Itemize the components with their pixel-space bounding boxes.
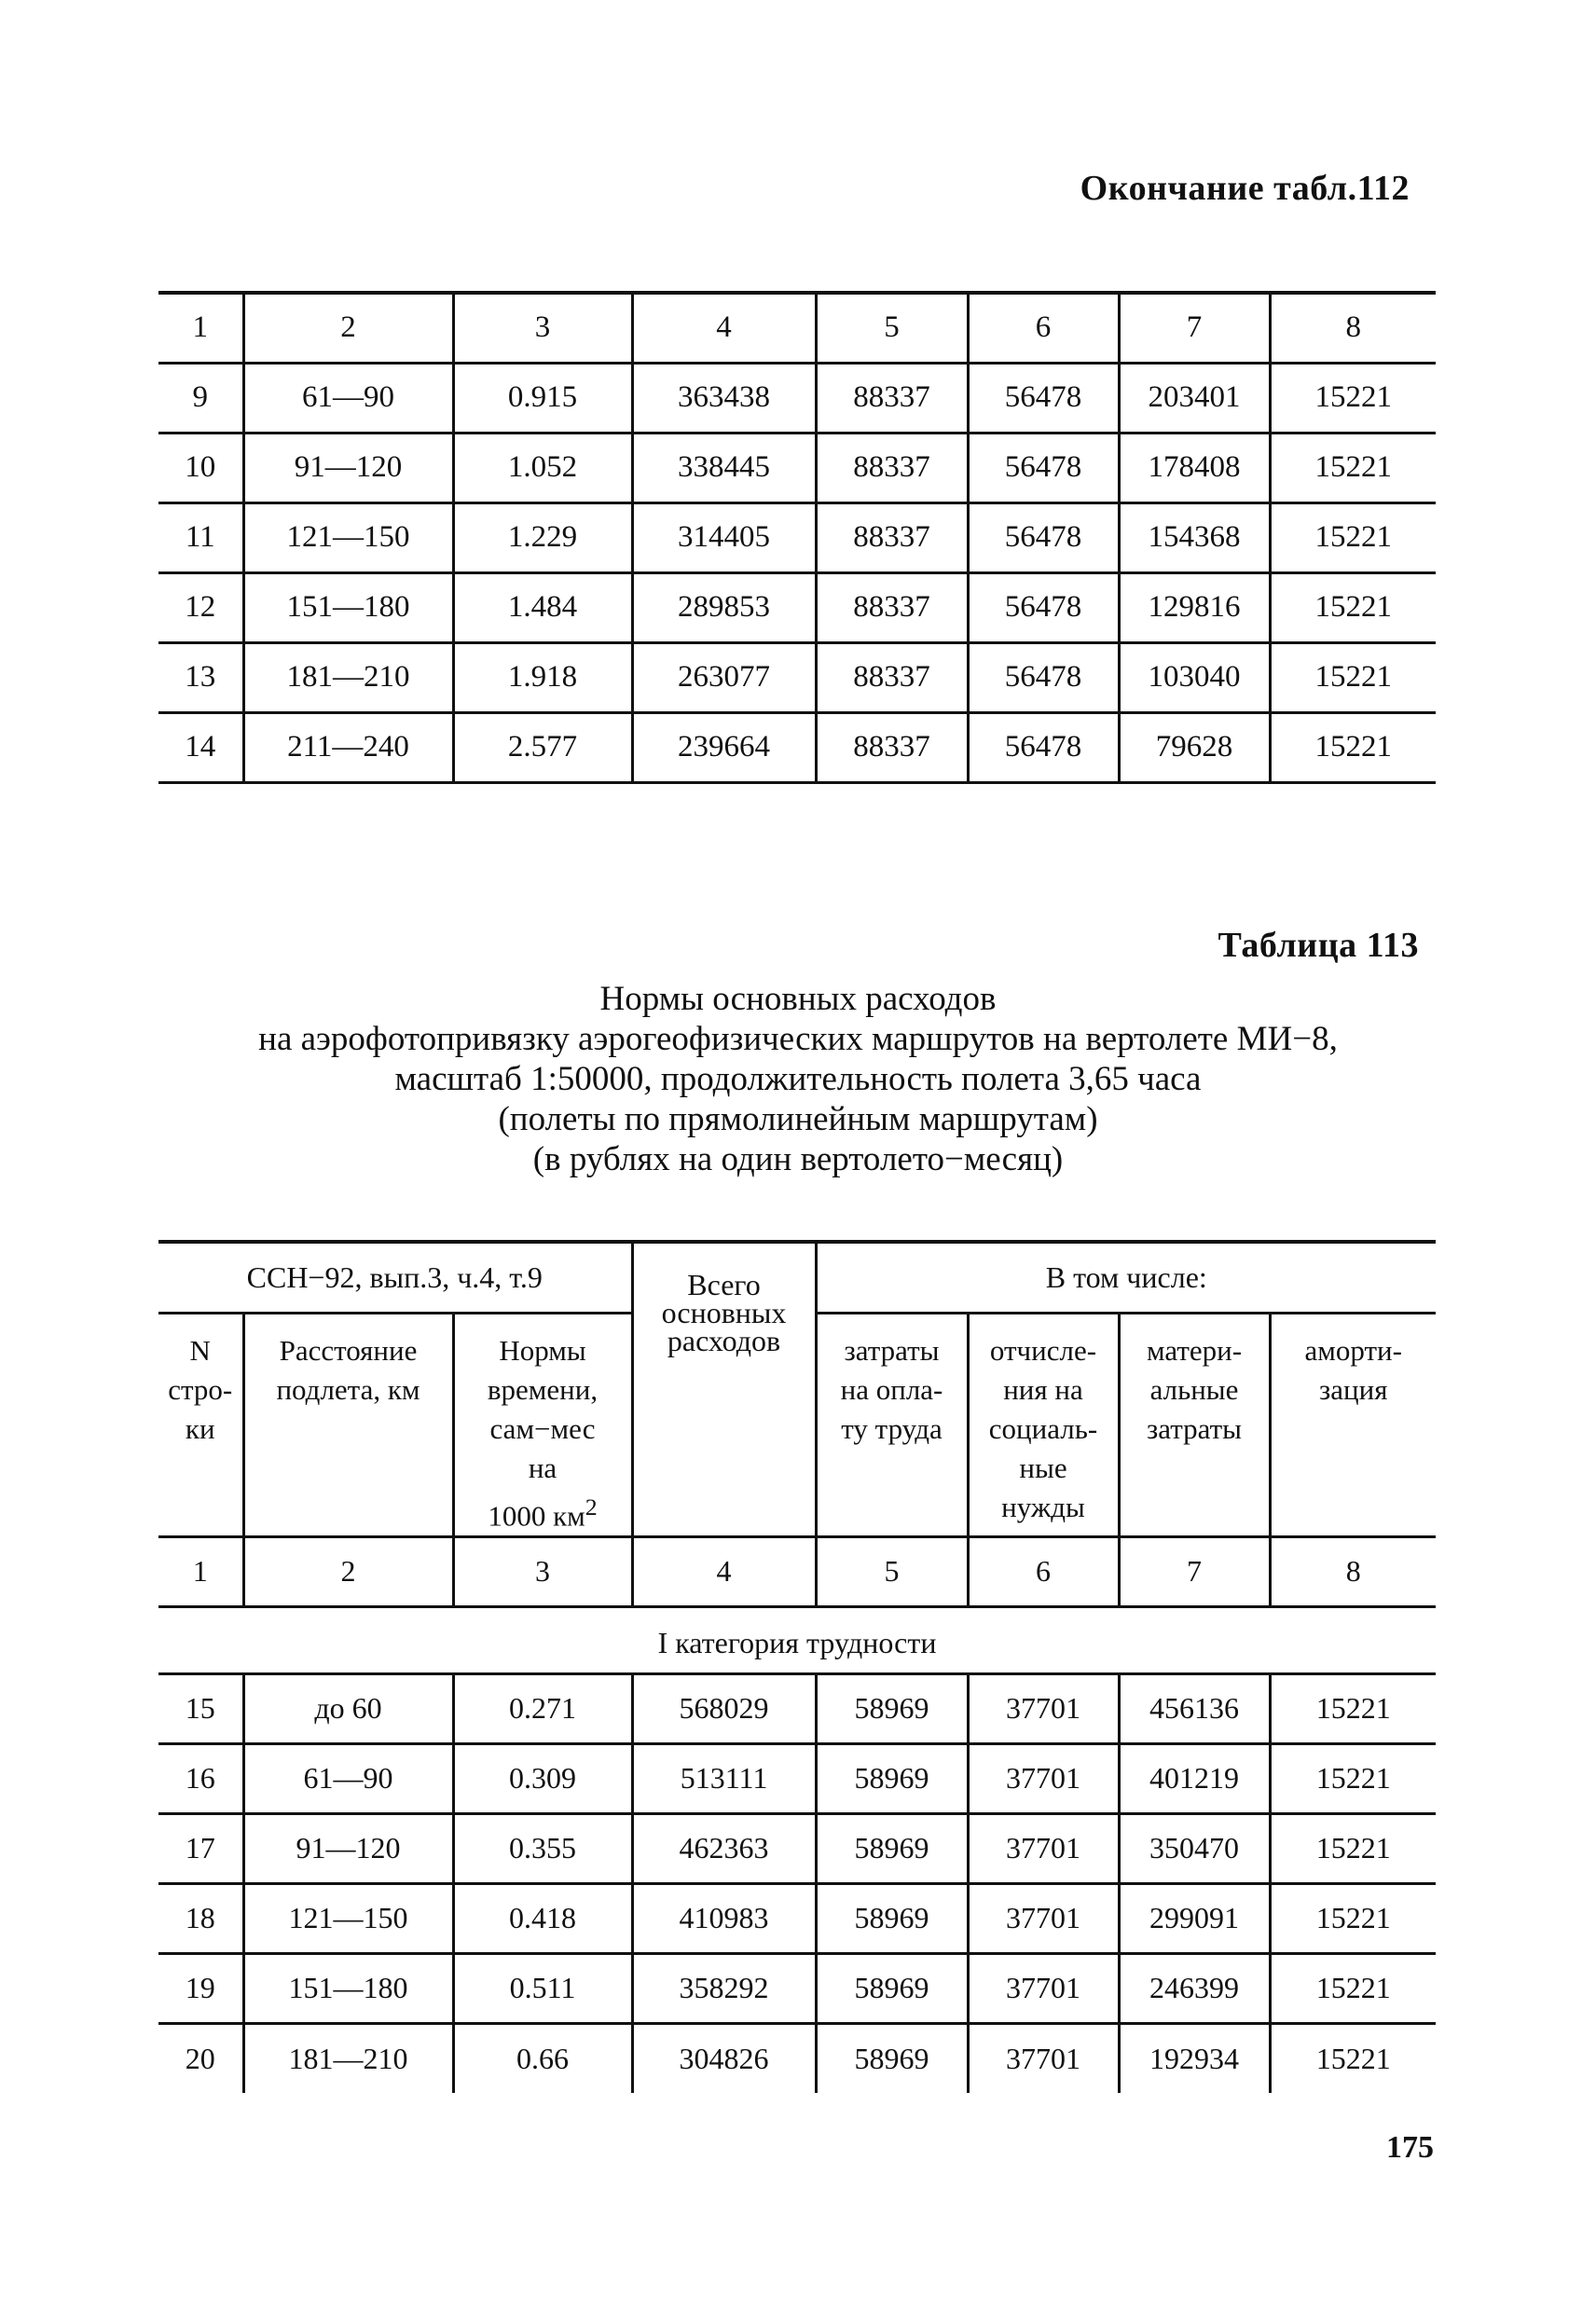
header-line: расходов xyxy=(667,1324,781,1357)
header-social-deductions xyxy=(968,1313,1119,1536)
table-cell: 15221 xyxy=(1270,1673,1436,1743)
table-row-cell: 103040 xyxy=(1119,642,1270,712)
table-row-cell: 9 xyxy=(158,363,243,433)
column-number-row-cell: 8 xyxy=(1270,293,1436,363)
table-112-continuation xyxy=(158,291,1436,784)
table-cell: 58969 xyxy=(816,1883,968,1953)
table-row-cell: 56478 xyxy=(968,572,1119,642)
table-cell: 37701 xyxy=(968,1743,1119,1813)
table-cell: 0.511 xyxy=(453,1953,632,2023)
column-number-row-cell: 3 xyxy=(453,293,632,363)
table-cell: 304826 xyxy=(632,2023,816,2093)
table-cell: 37701 xyxy=(968,1883,1119,1953)
table-row-cell: 211—240 xyxy=(243,712,453,782)
header-line: ния на xyxy=(1003,1372,1083,1406)
table-cell: 350470 xyxy=(1119,1813,1270,1883)
header-line: матери- xyxy=(1146,1333,1243,1367)
table-cell: 15221 xyxy=(1270,1743,1436,1813)
header-line: Расстояние xyxy=(279,1333,418,1367)
header-group-ssn: ССН−92, вып.3, ч.4, т.9 xyxy=(158,1242,632,1313)
table-cell: 17 xyxy=(158,1813,243,1883)
header-line: на опла- xyxy=(840,1372,943,1406)
header-line: нужды xyxy=(1001,1490,1085,1523)
header-line: ки xyxy=(185,1411,215,1445)
header-line: отчисле- xyxy=(989,1333,1097,1367)
header-line: подлета, км xyxy=(276,1372,420,1406)
table-cell: 16 xyxy=(158,1743,243,1813)
table-row-cell: 181—210 xyxy=(243,642,453,712)
header-line: на xyxy=(528,1451,557,1484)
table-cell: 15221 xyxy=(1270,1953,1436,2023)
table-cell: 299091 xyxy=(1119,1883,1270,1953)
category-row xyxy=(158,1606,1436,1673)
table-cell: 58969 xyxy=(816,1813,968,1883)
table-row-cell: 121—150 xyxy=(243,502,453,572)
header-labor-costs xyxy=(816,1313,968,1536)
table-row xyxy=(158,712,1436,782)
header-line: затраты xyxy=(844,1333,940,1367)
caption-line: Нормы основных расходов xyxy=(599,980,997,1018)
table-row xyxy=(158,1883,1436,1953)
column-number-cell: 4 xyxy=(632,1536,816,1606)
table-cell: 15221 xyxy=(1270,1883,1436,1953)
table-cell: до 60 xyxy=(243,1673,453,1743)
table-cell: 246399 xyxy=(1119,1953,1270,2023)
table-cell: 456136 xyxy=(1119,1673,1270,1743)
column-number-row-cell: 5 xyxy=(816,293,968,363)
header-line: затраты xyxy=(1147,1411,1242,1445)
header-line: ные xyxy=(1019,1451,1067,1484)
header-line: N xyxy=(189,1333,211,1367)
table-cell: 0.66 xyxy=(453,2023,632,2093)
column-number-cell: 2 xyxy=(243,1536,453,1606)
header-row-number xyxy=(158,1313,243,1536)
table-cell: 410983 xyxy=(632,1883,816,1953)
table-cell: 15221 xyxy=(1270,1813,1436,1883)
table-cell: 462363 xyxy=(632,1813,816,1883)
table-row-cell: 15221 xyxy=(1270,502,1436,572)
table-row-cell: 88337 xyxy=(816,712,968,782)
table-cell: 0.309 xyxy=(453,1743,632,1813)
column-number-row-cell: 4 xyxy=(632,293,816,363)
table-row xyxy=(158,1813,1436,1883)
table-cell: 121—150 xyxy=(243,1883,453,1953)
table-row-cell: 91—120 xyxy=(243,433,453,502)
table-cell: 358292 xyxy=(632,1953,816,2023)
table-row-cell: 56478 xyxy=(968,712,1119,782)
table-cell: 18 xyxy=(158,1883,243,1953)
header-unit: 1000 км xyxy=(488,1498,585,1532)
table-row-cell: 129816 xyxy=(1119,572,1270,642)
table-row xyxy=(158,502,1436,572)
table-cell: 15 xyxy=(158,1673,243,1743)
table-row-cell: 88337 xyxy=(816,572,968,642)
table-row xyxy=(158,572,1436,642)
table-row-cell: 289853 xyxy=(632,572,816,642)
column-number-row-cell: 2 xyxy=(243,293,453,363)
header-unit-superscript: 2 xyxy=(585,1493,598,1521)
table-cell: 37701 xyxy=(968,2023,1119,2093)
table-row-cell: 14 xyxy=(158,712,243,782)
table-cell: 61—90 xyxy=(243,1743,453,1813)
table-cell: 181—210 xyxy=(243,2023,453,2093)
table-cell: 91—120 xyxy=(243,1813,453,1883)
caption-line: (в рублях на один вертолето−месяц) xyxy=(532,1140,1064,1178)
table-cell: 15221 xyxy=(1270,2023,1436,2093)
table-cell: 19 xyxy=(158,1953,243,2023)
table-row-cell: 363438 xyxy=(632,363,816,433)
column-number-row-cell: 1 xyxy=(158,293,243,363)
table-row-cell: 88337 xyxy=(816,433,968,502)
column-number-row-cell: 6 xyxy=(968,293,1119,363)
header-distance xyxy=(243,1313,453,1536)
page-number: 175 xyxy=(1386,2130,1434,2165)
table-row-cell: 88337 xyxy=(816,642,968,712)
table-row-cell: 11 xyxy=(158,502,243,572)
caption-line: на аэрофотопривязку аэрогеофизических маршрутов на вертолете МИ−8, xyxy=(258,1020,1338,1058)
table-row-cell: 12 xyxy=(158,572,243,642)
header-line: социаль- xyxy=(988,1411,1098,1445)
table-113 xyxy=(158,1240,1436,2093)
table-row-cell: 56478 xyxy=(968,433,1119,502)
table-row-cell: 178408 xyxy=(1119,433,1270,502)
table-cell: 58969 xyxy=(816,1743,968,1813)
table-cell: 37701 xyxy=(968,1953,1119,2023)
header-line xyxy=(455,1488,631,1535)
header-line: сам−мес xyxy=(489,1411,596,1445)
table-row-cell: 15221 xyxy=(1270,363,1436,433)
header-line: времени, xyxy=(487,1372,598,1406)
table-row-cell: 56478 xyxy=(968,363,1119,433)
table-row-cell: 15221 xyxy=(1270,433,1436,502)
table-row-cell: 1.229 xyxy=(453,502,632,572)
table-row-cell: 15221 xyxy=(1270,572,1436,642)
header-group-including: В том числе: xyxy=(816,1242,1436,1313)
column-number-row-cell: 7 xyxy=(1119,293,1270,363)
table-row xyxy=(158,2023,1436,2093)
table-row xyxy=(158,1673,1436,1743)
table-cell: 0.418 xyxy=(453,1883,632,1953)
header-line: стро- xyxy=(168,1372,233,1406)
column-number-cell: 8 xyxy=(1270,1536,1436,1606)
table-row-cell: 239664 xyxy=(632,712,816,782)
table-row-cell: 1.918 xyxy=(453,642,632,712)
table-row-cell: 203401 xyxy=(1119,363,1270,433)
table-row xyxy=(158,363,1436,433)
table-row xyxy=(158,1953,1436,2023)
table-row-cell: 61—90 xyxy=(243,363,453,433)
header-line: альные xyxy=(1149,1372,1239,1406)
table-row-cell: 263077 xyxy=(632,642,816,712)
table-cell: 58969 xyxy=(816,1673,968,1743)
column-number-cell: 3 xyxy=(453,1536,632,1606)
table-cell: 20 xyxy=(185,2042,215,2076)
table-row-cell: 1.484 xyxy=(453,572,632,642)
header-line: ту труда xyxy=(841,1411,942,1445)
column-number-row xyxy=(158,293,1436,363)
table-row xyxy=(158,433,1436,502)
header-line: аморти- xyxy=(1304,1333,1402,1367)
table-cell: 568029 xyxy=(632,1673,816,1743)
table-113-label: Таблица 113 xyxy=(1218,926,1419,965)
header-line: зация xyxy=(1319,1372,1388,1406)
table-row-cell: 0.915 xyxy=(453,363,632,433)
column-number-cell: 7 xyxy=(1119,1536,1270,1606)
column-number-cell: 1 xyxy=(158,1536,243,1606)
table-row-cell: 15221 xyxy=(1270,712,1436,782)
table-row-cell: 56478 xyxy=(968,642,1119,712)
table-row-cell: 2.577 xyxy=(453,712,632,782)
column-number-row xyxy=(158,1536,1436,1606)
table-cell: 37701 xyxy=(968,1813,1119,1883)
table-cell: 513111 xyxy=(632,1743,816,1813)
table-row-cell: 151—180 xyxy=(243,572,453,642)
column-number-cell: 6 xyxy=(968,1536,1119,1606)
table-row-cell: 338445 xyxy=(632,433,816,502)
table-cell: 58969 xyxy=(816,2023,968,2093)
header-total-expenses xyxy=(632,1242,816,1536)
table-row xyxy=(158,1743,1436,1813)
header-time-norms xyxy=(453,1313,632,1536)
table-row-cell: 88337 xyxy=(816,363,968,433)
table-cell: 151—180 xyxy=(243,1953,453,2023)
table-cell: 0.355 xyxy=(453,1813,632,1883)
table-row-cell: 88337 xyxy=(816,502,968,572)
continuation-title: Окончание табл.112 xyxy=(1080,169,1410,208)
header-depreciation xyxy=(1270,1313,1436,1536)
table-cell: 58969 xyxy=(816,1953,968,2023)
table-cell: 0.271 xyxy=(453,1673,632,1743)
table-row-cell: 79628 xyxy=(1119,712,1270,782)
table-row-cell: 15221 xyxy=(1270,642,1436,712)
table-row-cell: 10 xyxy=(158,433,243,502)
column-number-cell: 5 xyxy=(816,1536,968,1606)
header-line: основных xyxy=(661,1296,787,1329)
caption-line: масштаб 1:50000, продолжительность полета 3,65 часа xyxy=(394,1060,1202,1098)
table-row-cell: 56478 xyxy=(968,502,1119,572)
category-label: I категория трудности xyxy=(158,1606,1436,1673)
table-row-cell: 314405 xyxy=(632,502,816,572)
header-line: Всего xyxy=(687,1268,761,1301)
table-113-caption xyxy=(0,979,1596,1179)
table-cell: 192934 xyxy=(1119,2023,1270,2093)
table-row xyxy=(158,642,1436,712)
table-row-cell: 1.052 xyxy=(453,433,632,502)
table-cell: 37701 xyxy=(968,1673,1119,1743)
table-row-cell: 13 xyxy=(158,642,243,712)
caption-line: (полеты по прямолинейным маршрутам) xyxy=(498,1100,1098,1138)
header-line: Нормы xyxy=(499,1333,586,1367)
table-row-cell: 154368 xyxy=(1119,502,1270,572)
table-cell: 401219 xyxy=(1119,1743,1270,1813)
header-material-costs xyxy=(1119,1313,1270,1536)
